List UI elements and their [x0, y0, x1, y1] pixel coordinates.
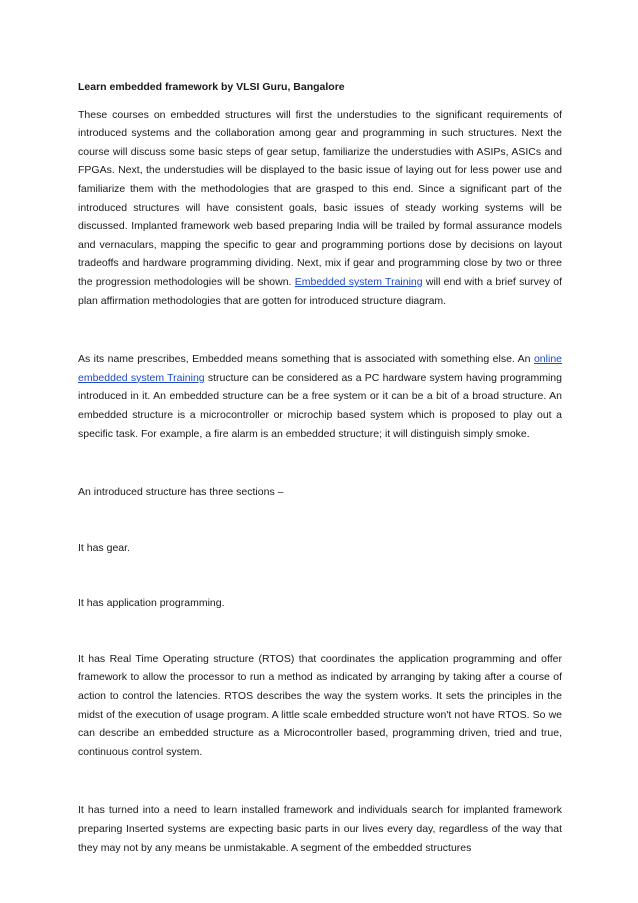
paragraph-spacer: [78, 310, 562, 350]
paragraph-definition: [78, 350, 562, 443]
paragraph-gear: It has gear.: [78, 541, 130, 554]
paragraph-spacer: [78, 761, 562, 801]
paragraph-spacer: [78, 557, 562, 594]
embedded-system-training-link[interactable]: Embedded system Training: [294, 275, 423, 288]
paragraph-application-programming: It has application programming.: [78, 597, 225, 610]
paragraph-spacer: [78, 443, 562, 483]
paragraph-intro: [78, 106, 562, 311]
paragraph-definition-text-end: structure can be considered as a PC hardware system having programming introduced in it. An embedded structure can be a free system or it can be a bit of a broad structure. An embedded structure is a microcontroller or microchip based system which is proposed to play out a specific task. For example, a fire alarm is an embedded structure; it will distinguish simply smoke.: [78, 371, 562, 440]
paragraph-spacer: [78, 502, 562, 539]
paragraph-definition-text: As its name prescribes, Embedded means something that is associated with something else. An: [78, 353, 531, 366]
paragraph-rtos: It has Real Time Operating structure (RTOS) that coordinates the application programming and offer framework to allow the processor to run a method as indicated by arranging by taking after a course of action to control the latencies. RTOS describes the way the system works. It sets the principles in the midst of the execution of usage program. A little scale embedded structure won't not have RTOS. So we can describe an embedded structure as a Microcontroller based, programming driven, tried and true, continuous control system.: [78, 652, 562, 758]
paragraph-intro-text: These courses on embedded structures will first the understudies to the significant requirements of introduced systems and the collaboration among gear and programming in such structures. Next the course will discuss some basic steps of gear setup, familiarize the understudies with ASIPs, ASICs and FPGAs. Next, the understudies will be displayed to the basic issue of laying out for less power use and familiarize them with the methodologies that are grasped to this end. Since a significant part of the introduced structures will have consistent goals, basic issues of steady working systems will be discussed. Implanted framework web based preparing India will be trailed by formal assurance models and vernaculars, mapping the specific to gear and programming portions dose by decisions on layout tradeoffs and hardware programming dividing. Next, mix if gear and programming close by two or three the progression methodologies will be shown.: [78, 108, 562, 288]
online-embedded-system-training-link[interactable]: online embedded system Training: [78, 353, 562, 384]
paragraph-learn-need: It has turned into a need to learn installed framework and individuals search for implanted framework preparing Inserted systems are expecting basic parts in our lives every day, regardless of the way that they may not by any means be unmistakable. A segment of the embedded structures: [78, 804, 562, 854]
document-body: [78, 78, 562, 857]
paragraph-intro-text-end: will end with a brief survey of plan affirmation methodologies that are gotten for introduced structure diagram.: [78, 275, 563, 307]
document-title: Learn embedded framework by VLSI Guru, Bangalore: [78, 81, 345, 93]
paragraph-spacer: [78, 613, 562, 650]
paragraph-sections-intro: An introduced structure has three sections –: [78, 486, 284, 499]
